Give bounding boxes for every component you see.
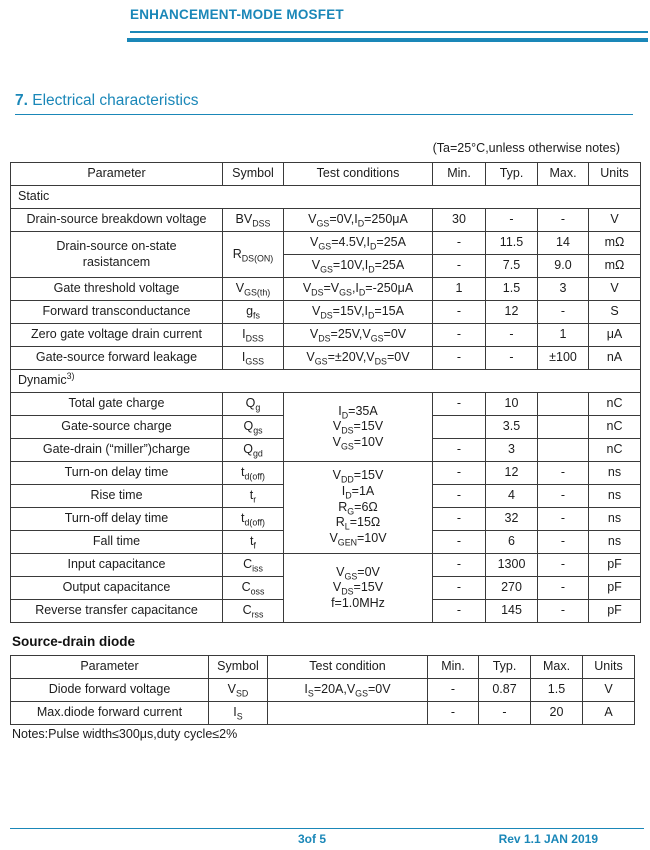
header-rule-thick xyxy=(127,38,648,42)
table-cell: $C_{iss}$ xyxy=(223,554,284,577)
table-cell: $I_S=20A,V_{GS}=0V$ xyxy=(268,679,428,702)
table-row xyxy=(11,324,641,347)
column-header: Parameter xyxy=(11,163,223,186)
table-cell: $Q_{gd}$ xyxy=(223,439,284,462)
table-cell: 9.0 xyxy=(538,255,589,278)
table-cell: $I_{DSS}$ xyxy=(223,324,284,347)
footer-page-number: 3of 5 xyxy=(298,832,327,846)
table-cell: nA xyxy=(589,347,641,370)
table-cell: - xyxy=(433,485,486,508)
section-number: 7. xyxy=(15,92,28,109)
table-cell: - xyxy=(428,679,479,702)
table-cell: - xyxy=(538,209,589,232)
table-cell: - xyxy=(486,324,538,347)
table-cell: ±100 xyxy=(538,347,589,370)
column-header: Test condition xyxy=(268,656,428,679)
table-cell: - xyxy=(433,324,486,347)
table-cell: $t_f$ xyxy=(223,531,284,554)
table-cell: ns xyxy=(589,508,641,531)
table-cell: $C_{oss}$ xyxy=(223,577,284,600)
table-cell: - xyxy=(486,209,538,232)
table-row xyxy=(11,209,641,232)
table-cell: ns xyxy=(589,531,641,554)
table-cell: 270 xyxy=(486,577,538,600)
section-label-cell: Static xyxy=(11,186,641,209)
table-row xyxy=(11,462,641,485)
table-cell: 4 xyxy=(486,485,538,508)
table-cell: $I_D=35A$ $V_{DS}=15V$ $V_{GS}=10V$ xyxy=(284,393,433,462)
table-cell: - xyxy=(538,577,589,600)
table-cell: Turn-on delay time xyxy=(11,462,223,485)
column-header: Max. xyxy=(538,163,589,186)
table-cell: A xyxy=(583,702,635,725)
table-cell: - xyxy=(538,600,589,623)
table-cell: - xyxy=(433,347,486,370)
table-cell: 1 xyxy=(433,278,486,301)
column-header: Parameter xyxy=(11,656,209,679)
table-cell: 11.5 xyxy=(486,232,538,255)
table-cell: 1300 xyxy=(486,554,538,577)
table-cell: $V_{DD}=15V$ $I_D=1A$ $R_G=6\Omega$ $R_L=15\Omega$ $V_{GEN}=10V$ xyxy=(284,462,433,554)
table-cell: V xyxy=(589,278,641,301)
table-cell: - xyxy=(433,600,486,623)
table-cell: - xyxy=(538,301,589,324)
table-cell: - xyxy=(433,439,486,462)
section-row xyxy=(11,370,641,393)
table-row xyxy=(11,702,635,725)
table-cell: $V_{GS}=0V,I_D=250\mu A$ xyxy=(284,209,433,232)
table-cell: Gate threshold voltage xyxy=(11,278,223,301)
section-row xyxy=(11,186,641,209)
table-cell: 6 xyxy=(486,531,538,554)
electrical-characteristics-table xyxy=(10,162,641,623)
table-cell: nC xyxy=(589,393,641,416)
column-header: Units xyxy=(583,656,635,679)
table-cell: - xyxy=(538,531,589,554)
table-cell: 145 xyxy=(486,600,538,623)
table-cell: 1 xyxy=(538,324,589,347)
table-cell: 0.87 xyxy=(479,679,531,702)
table-cell: S xyxy=(589,301,641,324)
column-header: Symbol xyxy=(209,656,268,679)
table-cell: Diode forward voltage xyxy=(11,679,209,702)
table-cell: $V_{GS}=\pm 20V,V_{DS}=0V$ xyxy=(284,347,433,370)
table-cell: nC xyxy=(589,439,641,462)
table-cell: - xyxy=(538,508,589,531)
table-cell: $t_{d(off)}$ xyxy=(223,508,284,531)
table-cell: mΩ xyxy=(589,255,641,278)
column-header: Min. xyxy=(428,656,479,679)
table-cell: $V_{SD}$ xyxy=(209,679,268,702)
table-row xyxy=(11,393,641,416)
diode-section-heading: Source-drain diode xyxy=(12,634,136,649)
table-cell: $t_r$ xyxy=(223,485,284,508)
table-cell: - xyxy=(479,702,531,725)
table-cell: V xyxy=(589,209,641,232)
table-cell: V xyxy=(583,679,635,702)
table-cell: 14 xyxy=(538,232,589,255)
table-cell: μA xyxy=(589,324,641,347)
source-drain-diode-table xyxy=(10,655,635,725)
table-cell: - xyxy=(433,462,486,485)
table-cell xyxy=(268,702,428,725)
column-header: Typ. xyxy=(479,656,531,679)
table-cell: Turn-off delay time xyxy=(11,508,223,531)
table-row xyxy=(11,232,641,255)
table-cell: Output capacitance xyxy=(11,577,223,600)
header-rule-thin xyxy=(130,31,648,33)
table-cell: Gate-drain (“miller”)charge xyxy=(11,439,223,462)
table-cell: 7.5 xyxy=(486,255,538,278)
column-header: Units xyxy=(589,163,641,186)
table-cell: 12 xyxy=(486,301,538,324)
table-cell: $g_{fs}$ xyxy=(223,301,284,324)
table-cell: $V_{GS(th)}$ xyxy=(223,278,284,301)
table-cell: 3 xyxy=(538,278,589,301)
table-cell: Fall time xyxy=(11,531,223,554)
table-cell: 30 xyxy=(433,209,486,232)
table-row xyxy=(11,278,641,301)
table-cell: mΩ xyxy=(589,232,641,255)
column-header: Typ. xyxy=(486,163,538,186)
table-cell: 1.5 xyxy=(486,278,538,301)
table-cell: Drain-source on-state rasistancem xyxy=(11,232,223,278)
table-cell: ns xyxy=(589,485,641,508)
column-header: Test conditions xyxy=(284,163,433,186)
table-cell: $V_{GS}=0V$ $V_{DS}=15V$ f=1.0MHz xyxy=(284,554,433,623)
table-cell: $V_{GS}=4.5V,I_D=25A$ xyxy=(284,232,433,255)
table-cell: - xyxy=(433,393,486,416)
table-cell xyxy=(433,416,486,439)
column-header: Max. xyxy=(531,656,583,679)
table-cell: 20 xyxy=(531,702,583,725)
table-cell: - xyxy=(433,508,486,531)
table-cell: 12 xyxy=(486,462,538,485)
table-cell: - xyxy=(486,347,538,370)
table-cell: $V_{DS}=15V,I_D=15A$ xyxy=(284,301,433,324)
column-header: Min. xyxy=(433,163,486,186)
table-cell: $V_{DS}=V_{GS},I_D=-250\mu A$ xyxy=(284,278,433,301)
table-cell: $V_{DS}=25V,V_{GS}=0V$ xyxy=(284,324,433,347)
table-cell: $Q_{gs}$ xyxy=(223,416,284,439)
table-cell: - xyxy=(428,702,479,725)
section-label-cell: Dynamic$^{3)}$ xyxy=(11,370,641,393)
table-cell: Drain-source breakdown voltage xyxy=(11,209,223,232)
table-cell: - xyxy=(433,301,486,324)
test-condition-note: (Ta=25°C,unless otherwise notes) xyxy=(432,141,620,155)
table-cell: 3 xyxy=(486,439,538,462)
table-cell: Gate-source charge xyxy=(11,416,223,439)
table-cell: pF xyxy=(589,577,641,600)
table-cell xyxy=(538,393,589,416)
table-cell: $I_{GSS}$ xyxy=(223,347,284,370)
table-cell: $C_{rss}$ xyxy=(223,600,284,623)
table-cell xyxy=(538,439,589,462)
table-cell: Reverse transfer capacitance xyxy=(11,600,223,623)
table-cell: $Q_g$ xyxy=(223,393,284,416)
table-cell: $R_{DS(ON)}$ xyxy=(223,232,284,278)
pulse-width-note: Notes:Pulse width≤300μs,duty cycle≤2% xyxy=(12,727,238,741)
table-cell: - xyxy=(538,485,589,508)
table-cell: - xyxy=(538,462,589,485)
table-cell: 10 xyxy=(486,393,538,416)
table-cell: $t_{d(off)}$ xyxy=(223,462,284,485)
header-row xyxy=(11,656,635,679)
section-heading xyxy=(15,92,633,115)
table-cell: - xyxy=(433,255,486,278)
column-header: Symbol xyxy=(223,163,284,186)
table-cell: $V_{GS}=10V,I_D=25A$ xyxy=(284,255,433,278)
table-row xyxy=(11,301,641,324)
table-cell: - xyxy=(433,554,486,577)
footer-rule xyxy=(10,828,644,829)
table-cell: pF xyxy=(589,554,641,577)
table-cell xyxy=(538,416,589,439)
table-cell: $I_S$ xyxy=(209,702,268,725)
table-cell: - xyxy=(433,577,486,600)
table-cell: 3.5 xyxy=(486,416,538,439)
table-cell: pF xyxy=(589,600,641,623)
table-cell: 1.5 xyxy=(531,679,583,702)
footer-revision: Rev 1.1 JAN 2019 xyxy=(498,832,598,846)
table-cell: Rise time xyxy=(11,485,223,508)
table-cell: Max.diode forward current xyxy=(11,702,209,725)
table-cell: $BV_{DSS}$ xyxy=(223,209,284,232)
section-title-text: Electrical characteristics xyxy=(27,92,199,109)
table-cell: Total gate charge xyxy=(11,393,223,416)
table-cell: 32 xyxy=(486,508,538,531)
table-row xyxy=(11,347,641,370)
table-cell: - xyxy=(433,232,486,255)
table-cell: ns xyxy=(589,462,641,485)
table-cell: Input capacitance xyxy=(11,554,223,577)
table-cell: nC xyxy=(589,416,641,439)
header-row xyxy=(11,163,641,186)
table-cell: Zero gate voltage drain current xyxy=(11,324,223,347)
table-row xyxy=(11,679,635,702)
document-title: ENHANCEMENT-MODE MOSFET xyxy=(130,7,344,22)
table-cell: - xyxy=(433,531,486,554)
table-cell: Forward transconductance xyxy=(11,301,223,324)
table-row xyxy=(11,554,641,577)
table-cell: Gate-source forward leakage xyxy=(11,347,223,370)
table-cell: - xyxy=(538,554,589,577)
